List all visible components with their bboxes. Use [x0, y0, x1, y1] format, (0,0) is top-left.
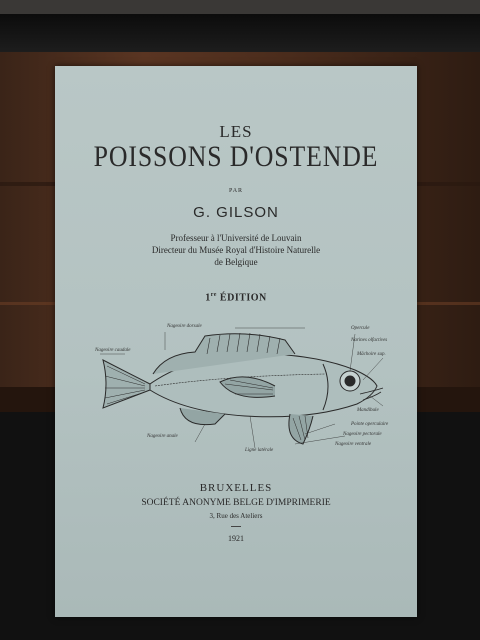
- label-operculum: Opercule: [351, 326, 370, 331]
- label-lateral-line: Ligne latérale: [245, 448, 274, 453]
- author-name: G. GILSON: [193, 204, 279, 221]
- label-preopercular: Pointe operculaire: [351, 422, 389, 427]
- publisher-address: 3, Rue des Ateliers: [209, 512, 263, 520]
- picture-frame: [0, 0, 480, 52]
- label-dorsal-fin: Nageoire dorsale: [167, 324, 202, 329]
- frame-rail: [0, 0, 480, 14]
- edition-word: ÉDITION: [219, 292, 267, 304]
- author-affiliation: Professeur à l'Université de Louvain: [170, 233, 302, 243]
- author-affiliation: Directeur du Musée Royal d'Histoire Naturelle: [151, 245, 321, 255]
- by-label: PAR: [228, 188, 244, 194]
- publication-year: 1921: [228, 534, 244, 543]
- label-anal-fin: Nageoire anale: [147, 434, 178, 439]
- edition-number: 1: [205, 292, 211, 304]
- book-cover: [55, 66, 417, 617]
- label-jaw: Mâchoire sup.: [357, 352, 386, 357]
- label-ventral-fin: Nageoire ventrale: [335, 442, 372, 447]
- author-affiliation: de Belgique: [214, 257, 258, 267]
- edition-label: [55, 292, 417, 303]
- book-title: POISSONS D'OSTENDE: [93, 140, 379, 173]
- divider: [231, 526, 241, 527]
- fish-drawing: [95, 324, 395, 459]
- fish-illustration: [95, 324, 395, 459]
- publisher-name: SOCIÉTÉ ANONYME BELGE D'IMPRIMERIE: [141, 498, 331, 508]
- edition-suffix: re: [210, 292, 217, 298]
- label-pectoral-fin: Nageoire pectorale: [343, 432, 382, 437]
- label-mandible: Mandibule: [357, 408, 379, 413]
- publisher-city: BRUXELLES: [199, 482, 273, 494]
- label-caudal-fin: Nageoire caudale: [95, 348, 131, 353]
- label-nostrils: Narines olfactives: [351, 338, 388, 343]
- title-prefix: LES: [219, 122, 253, 141]
